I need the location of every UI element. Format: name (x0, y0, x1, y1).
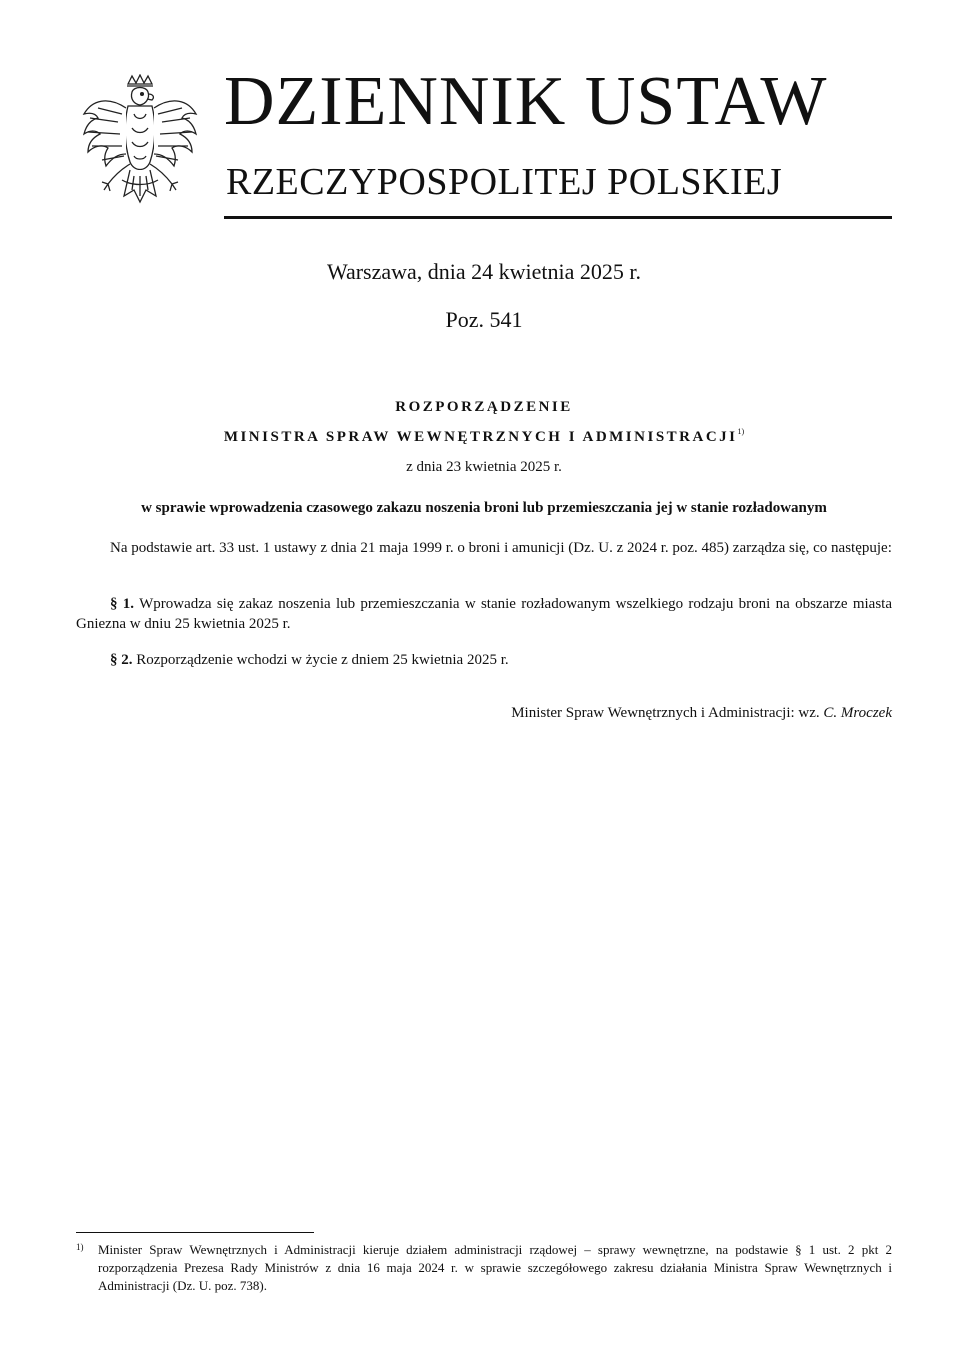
section-1-paragraph (76, 594, 892, 634)
act-issuer-text: MINISTRA SPRAW WEWNĘTRZNYCH I ADMINISTRACJI (223, 429, 738, 445)
legal-basis-paragraph: Na podstawie art. 33 ust. 1 ustawy z dnia 21 maja 1999 r. o broni i amunicji (Dz. U. z 2024 r. poz. 485) zarządza się, co następuje: (110, 540, 892, 556)
act-subject: w sprawie wprowadzenia czasowego zakazu noszenia broni lub przemieszczania jej w stanie rozładowanym (141, 500, 827, 516)
footnote-reference: 1) (737, 427, 745, 436)
signature-prefix: Minister Spraw Wewnętrznych i Administracji: wz. (511, 705, 820, 721)
footnote-text: Minister Spraw Wewnętrznych i Administracji kieruje działem administracji rządowej – sprawy wewnętrzne, na podstawie § 1 ust. 2 pkt 2 rozporządzenia Prezesa Rady Ministrów z dnia 16 maja 2024 r. w sprawie szczegółowego zakresu działania Ministra Spraw Wewnętrznych i Administracji (Dz. U. poz. 738). (98, 1242, 892, 1293)
act-issuer (0, 422, 968, 447)
section-2-mark: § 2. (110, 652, 133, 668)
act-date: z dnia 23 kwietnia 2025 r. (406, 459, 562, 475)
publication-place-date: Warszawa, dnia 24 kwietnia 2025 r. (326, 259, 642, 284)
section-2-text: Rozporządzenie wchodzi w życie z dniem 25 kwietnia 2025 r. (136, 652, 509, 668)
polish-eagle-emblem-icon (78, 74, 202, 214)
section-1-text: Wprowadza się zakaz noszenia lub przemieszczania w stanie rozładowanym wszelkiego rodzaju broni na obszarze miasta Gniezna w dniu 25 kwietnia 2025 r. (76, 596, 892, 632)
section-2-paragraph (76, 650, 892, 670)
signature-name: C. Mroczek (823, 705, 892, 721)
publication-position: Poz. 541 (445, 307, 523, 332)
act-type: ROZPORZĄDZENIE (395, 399, 573, 415)
section-1-mark: § 1. (110, 596, 135, 612)
journal-subtitle: RZECZYPOSPOLITEJ POLSKIEJ (226, 161, 783, 203)
journal-title: DZIENNIK USTAW (224, 63, 828, 140)
signature (511, 703, 892, 723)
footnote-divider (76, 1232, 314, 1233)
header-divider (224, 216, 892, 219)
footnote-mark: 1) (76, 1242, 84, 1252)
